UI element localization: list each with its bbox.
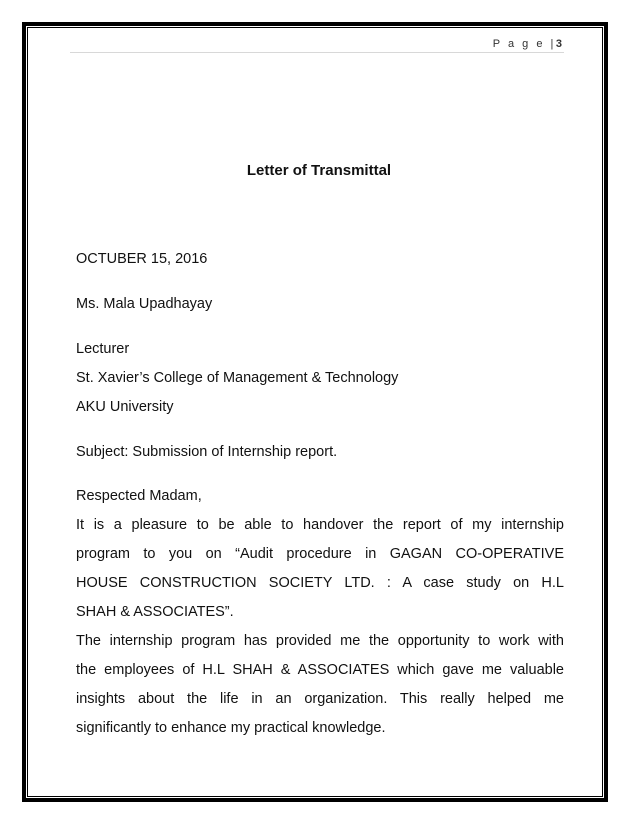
page-label: P a g e | [492, 38, 556, 50]
paragraph-line: HOUSE CONSTRUCTION SOCIETY LTD. : A case study on H.L [76, 575, 564, 591]
recipient-title: Lecturer [76, 341, 130, 357]
letter-subject: Subject: Submission of Internship report. [76, 444, 338, 460]
letter-date: OCTUBER 15, 2016 [76, 251, 208, 267]
paragraph-1 [76, 511, 564, 627]
paragraph-line: significantly to enhance my practical knowledge. [76, 720, 386, 736]
letter-title: Letter of Transmittal [246, 162, 392, 179]
paragraph-2 [76, 627, 564, 743]
page-header [70, 32, 564, 53]
page-number-value: 3 [555, 38, 562, 50]
page-number [493, 38, 562, 50]
recipient-college: St. Xavier’s College of Management & Technology [76, 370, 399, 386]
paragraph-line: the employees of H.L SHAH & ASSOCIATES which gave me valuable [76, 662, 564, 678]
paragraph-line: insights about the life in an organization. This really helped me [76, 691, 564, 707]
recipient-name: Ms. Mala Upadhayay [76, 296, 213, 312]
salutation: Respected Madam, [76, 488, 202, 504]
paragraph-line: SHAH & ASSOCIATES”. [76, 604, 234, 620]
paragraph-line: program to you on “Audit procedure in GAGAN CO-OPERATIVE [76, 546, 564, 562]
paragraph-line: The internship program has provided me the opportunity to work with [76, 633, 564, 649]
recipient-university: AKU University [76, 399, 174, 415]
paragraph-line: It is a pleasure to be able to handover the report of my internship [76, 517, 564, 533]
